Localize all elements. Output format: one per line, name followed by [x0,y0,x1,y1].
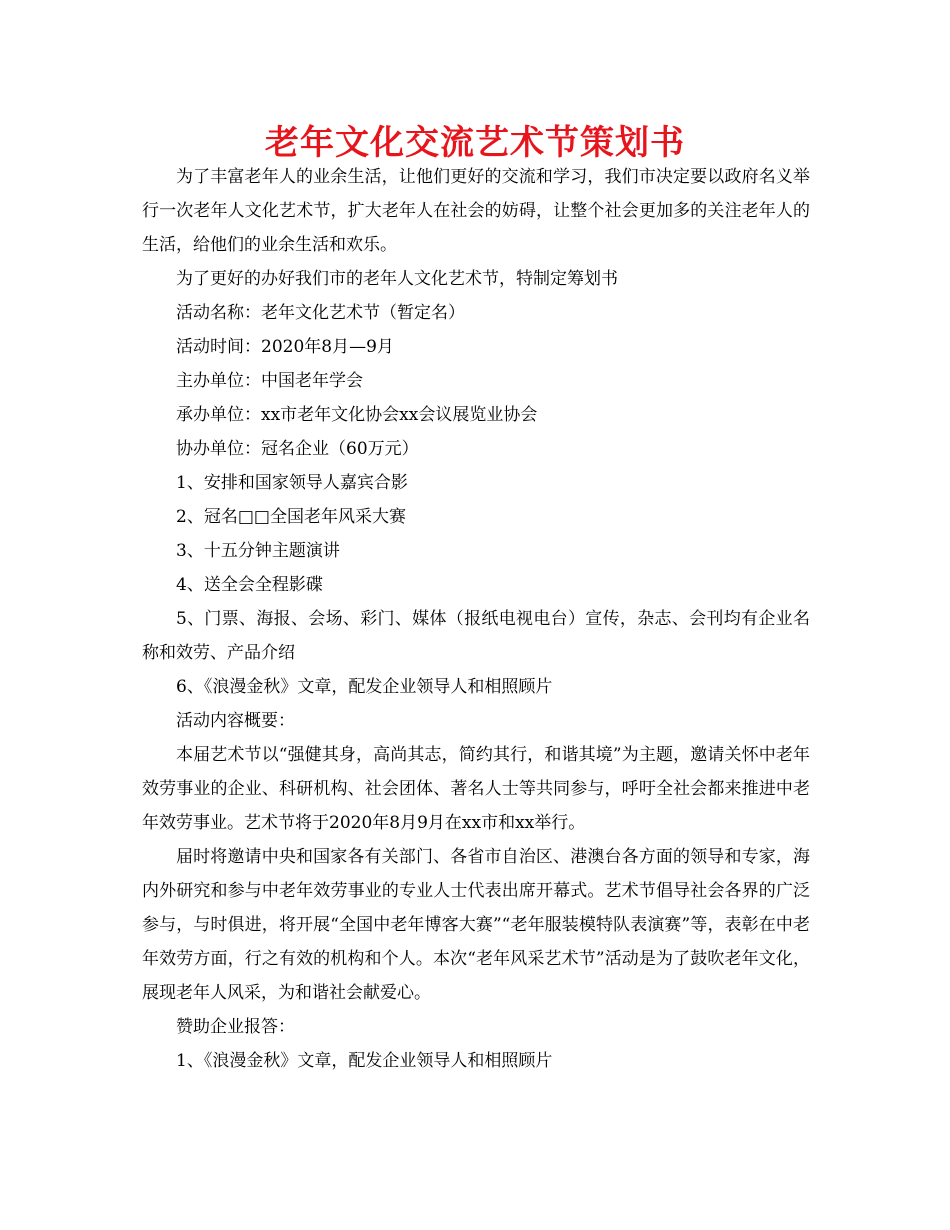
section-heading-content: 活动内容概要： [176,711,295,731]
list-item: 3、十五分钟主题演讲 [176,541,340,561]
list-item: 6、《浪漫金秋》文章，配发企业领导人和相照顾片 [176,677,553,697]
paragraph-organizer: 主办单位：中国老年学会 [176,371,363,391]
paragraph-intro: 为了丰富老年人的业余生活，让他们更好的交流和学习，我们市决定要以政府名义举行一次老年人文化艺术节，扩大老年人在社会的妨碍，让整个社会更加多的关注老年人的生活，给他们的业余生活和欢乐。 [142,167,810,255]
paragraph-activity-name: 活动名称：老年文化艺术节（暂定名） [176,303,465,323]
paragraph-host: 承办单位：xx市老年文化协会xx会议展览业协会 [176,405,538,425]
list-item: 1、《浪漫金秋》文章，配发企业领导人和相照顾片 [176,1051,553,1071]
paragraph-activity-time: 活动时间：2020年8月—9月 [176,337,394,357]
document-body [142,160,810,1078]
paragraph-co-organizer: 协办单位：冠名企业（60万元） [176,439,419,459]
list-item: 2、冠名□□全国老年风采大赛 [176,507,406,527]
list-item: 4、送全会全程影碟 [176,575,323,595]
section-heading-sponsor: 赞助企业报答： [176,1017,295,1037]
paragraph-theme: 本届艺术节以“强健其身，高尚其志，简约其行，和谐其境”为主题，邀请关怀中老年效劳事业的企业、科研机构、社会团体、著名人士等共同参与，呼吁全社会都来推进中老年效劳事业。艺术节将于2020年8月9月在xx市和xx举行。 [142,745,810,833]
paragraph-purpose: 为了更好的办好我们市的老年人文化艺术节，特制定筹划书 [176,269,618,289]
paragraph-invitation: 届时将邀请中央和国家各有关部门、各省市自治区、港澳台各方面的领导和专家，海内外研究和参与中老年效劳事业的专业人士代表出席开幕式。艺术节倡导社会各界的广泛参与，与时俱进，将开展“全国中老年博客大赛”“老年服装模特队表演赛”等，表彰在中老年效劳方面，行之有效的机构和个人。本次“老年风采艺术节”活动是为了鼓吹老年文化，展现老年人风采，为和谐社会献爱心。 [142,847,810,1003]
list-item: 5、门票、海报、会场、彩门、媒体（报纸电视电台）宣传，杂志、会刊均有企业名称和效劳、产品介绍 [142,609,810,663]
document-title: 老年文化交流艺术节策划书 [265,123,685,163]
list-item: 1、安排和国家领导人嘉宾合影 [176,473,408,493]
